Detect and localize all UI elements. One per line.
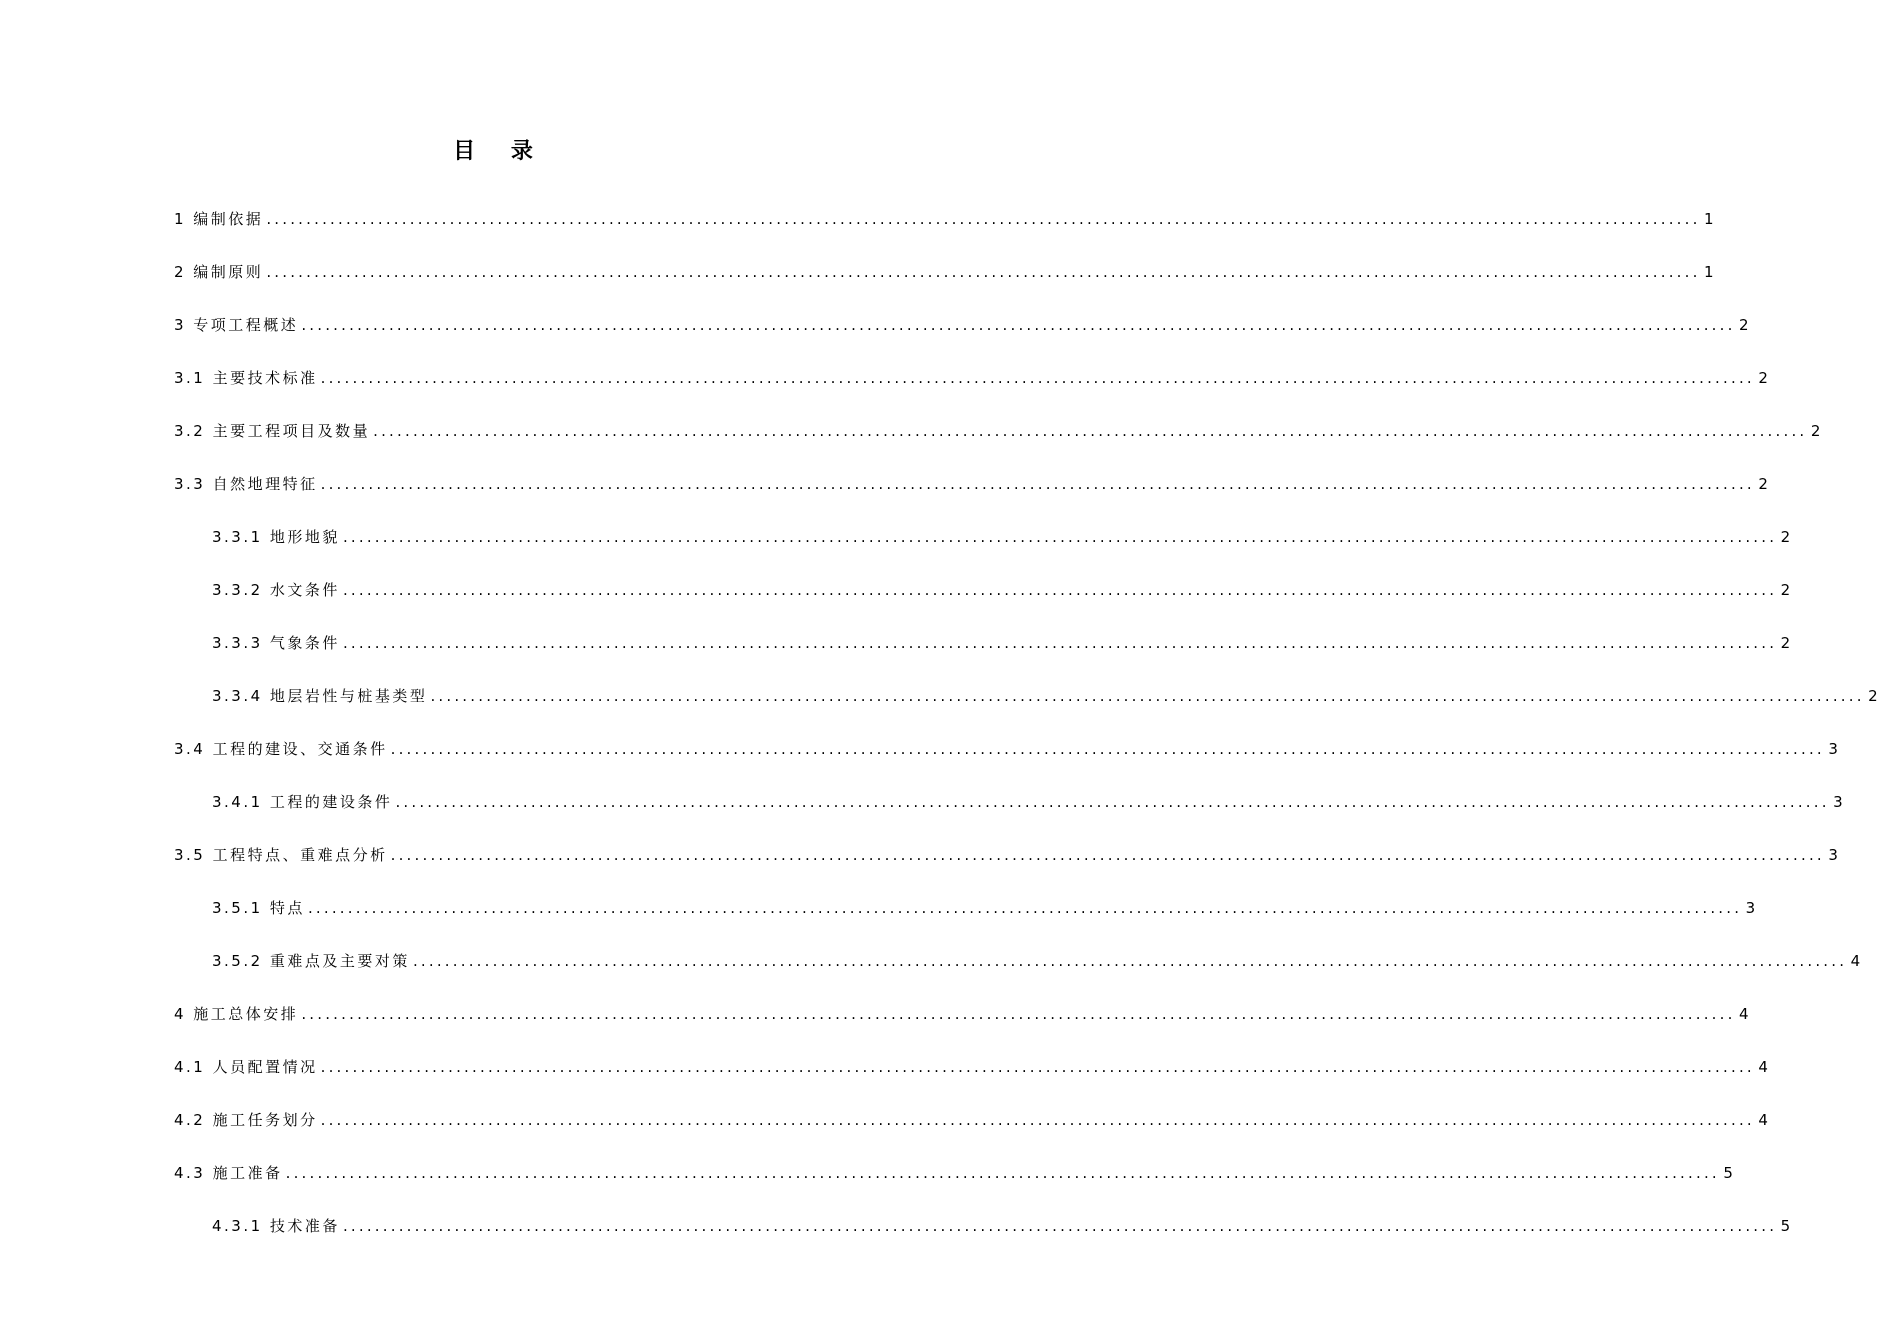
toc-page-number: 2 <box>1758 475 1768 493</box>
toc-page-number: 5 <box>1780 1217 1791 1235</box>
toc-page-number: 2 <box>1780 581 1791 599</box>
toc-entry[interactable] <box>174 1106 1768 1134</box>
toc-entry-label: 3.1 主要技术标准 <box>174 364 318 392</box>
toc-entry[interactable] <box>212 788 1843 816</box>
toc-page-number: 1 <box>1704 210 1714 228</box>
toc-entry[interactable] <box>174 1159 1733 1187</box>
toc-leader-dots: .................................................................................................................................................................................... <box>320 475 1755 493</box>
toc-entry[interactable] <box>212 629 1791 657</box>
toc-leader-dots: .................................................................................................................................................................................... <box>307 899 1743 917</box>
toc-entry[interactable] <box>174 470 1768 498</box>
toc-page-number: 2 <box>1780 634 1791 652</box>
toc-entry-label: 3.3.1 地形地貌 <box>212 523 340 551</box>
toc-entry[interactable] <box>174 417 1821 445</box>
toc-entry[interactable] <box>212 523 1791 551</box>
toc-page-number: 3 <box>1833 793 1843 811</box>
toc-entry[interactable] <box>174 1053 1768 1081</box>
toc-entry-label: 4.1 人员配置情况 <box>174 1053 318 1081</box>
toc-leader-dots: .................................................................................................................................................................................... <box>301 1005 1736 1023</box>
toc-page-number: 4 <box>1850 952 1861 970</box>
toc-entry-label: 3.3.3 气象条件 <box>212 629 340 657</box>
toc-entry-label: 4 施工总体安排 <box>174 1000 298 1028</box>
toc-leader-dots: .................................................................................................................................................................................... <box>320 1111 1755 1129</box>
toc-leader-dots: .................................................................................................................................................................................... <box>320 369 1755 387</box>
toc-page-number: 4 <box>1739 1005 1749 1023</box>
toc-page-number: 1 <box>1704 263 1714 281</box>
toc-entry-label: 3.5.2 重难点及主要对策 <box>212 947 410 975</box>
toc-entry[interactable] <box>212 576 1791 604</box>
toc-leader-dots: .................................................................................................................................................................................... <box>342 528 1778 546</box>
toc-title: 目 录 <box>453 139 547 164</box>
toc-entry[interactable] <box>174 735 1838 763</box>
toc-leader-dots: .................................................................................................................................................................................... <box>342 581 1778 599</box>
toc-entry[interactable] <box>212 1212 1791 1240</box>
toc-entry[interactable] <box>174 364 1768 392</box>
toc-leader-dots: .................................................................................................................................................................................... <box>373 422 1808 440</box>
toc-entry-label: 3.3.4 地层岩性与桩基类型 <box>212 682 427 710</box>
toc-entry-label: 3.5 工程特点、重难点分析 <box>174 841 388 869</box>
toc-page-number: 3 <box>1828 846 1838 864</box>
toc-leader-dots: .................................................................................................................................................................................... <box>285 1164 1720 1182</box>
toc-page-number: 2 <box>1758 369 1768 387</box>
toc-entry[interactable] <box>174 205 1714 233</box>
toc-leader-dots: .................................................................................................................................................................................... <box>342 1217 1778 1235</box>
toc-entry[interactable] <box>174 1000 1749 1028</box>
toc-leader-dots: .................................................................................................................................................................................... <box>301 316 1736 334</box>
toc-leader-dots: .................................................................................................................................................................................... <box>266 210 1701 228</box>
toc-entry-label: 3.3.2 水文条件 <box>212 576 340 604</box>
toc-leader-dots: .................................................................................................................................................................................... <box>395 793 1830 811</box>
toc-entry-label: 3.4 工程的建设、交通条件 <box>174 735 388 763</box>
toc-leader-dots: .................................................................................................................................................................................... <box>390 740 1825 758</box>
toc-entry-label: 3.5.1 特点 <box>212 894 305 922</box>
toc-page-number: 3 <box>1828 740 1838 758</box>
toc-entry-label: 3.3 自然地理特征 <box>174 470 318 498</box>
toc-entry-label: 3 专项工程概述 <box>174 311 298 339</box>
toc-entry[interactable] <box>174 311 1749 339</box>
toc-entry-label: 4.3.1 技术准备 <box>212 1212 340 1240</box>
toc-page-number: 2 <box>1810 422 1821 440</box>
toc-leader-dots: .................................................................................................................................................................................... <box>342 634 1778 652</box>
toc-entry-label: 4.3 施工准备 <box>174 1159 283 1187</box>
toc-leader-dots: .................................................................................................................................................................................... <box>266 263 1701 281</box>
toc-leader-dots: .................................................................................................................................................................................... <box>390 846 1825 864</box>
toc-entry-label: 3.2 主要工程项目及数量 <box>174 417 370 445</box>
toc-page-number: 4 <box>1758 1111 1768 1129</box>
toc-leader-dots: .................................................................................................................................................................................... <box>412 952 1848 970</box>
toc-page-number: 5 <box>1723 1164 1733 1182</box>
toc-entry[interactable] <box>212 682 1878 710</box>
toc-entry[interactable] <box>174 841 1838 869</box>
toc-entry[interactable] <box>212 894 1756 922</box>
toc-entry-label: 1 编制依据 <box>174 205 263 233</box>
toc-page-number: 2 <box>1739 316 1749 334</box>
toc-page-number: 2 <box>1780 528 1791 546</box>
toc-leader-dots: .................................................................................................................................................................................... <box>430 687 1865 705</box>
toc-page-number: 2 <box>1868 687 1878 705</box>
toc-entry[interactable] <box>212 947 1861 975</box>
toc-entry-label: 2 编制原则 <box>174 258 263 286</box>
toc-page-number: 4 <box>1758 1058 1768 1076</box>
toc-entry[interactable] <box>174 258 1714 286</box>
toc-leader-dots: .................................................................................................................................................................................... <box>320 1058 1755 1076</box>
toc-page-number: 3 <box>1745 899 1756 917</box>
toc-entry-label: 4.2 施工任务划分 <box>174 1106 318 1134</box>
toc-entry-label: 3.4.1 工程的建设条件 <box>212 788 392 816</box>
